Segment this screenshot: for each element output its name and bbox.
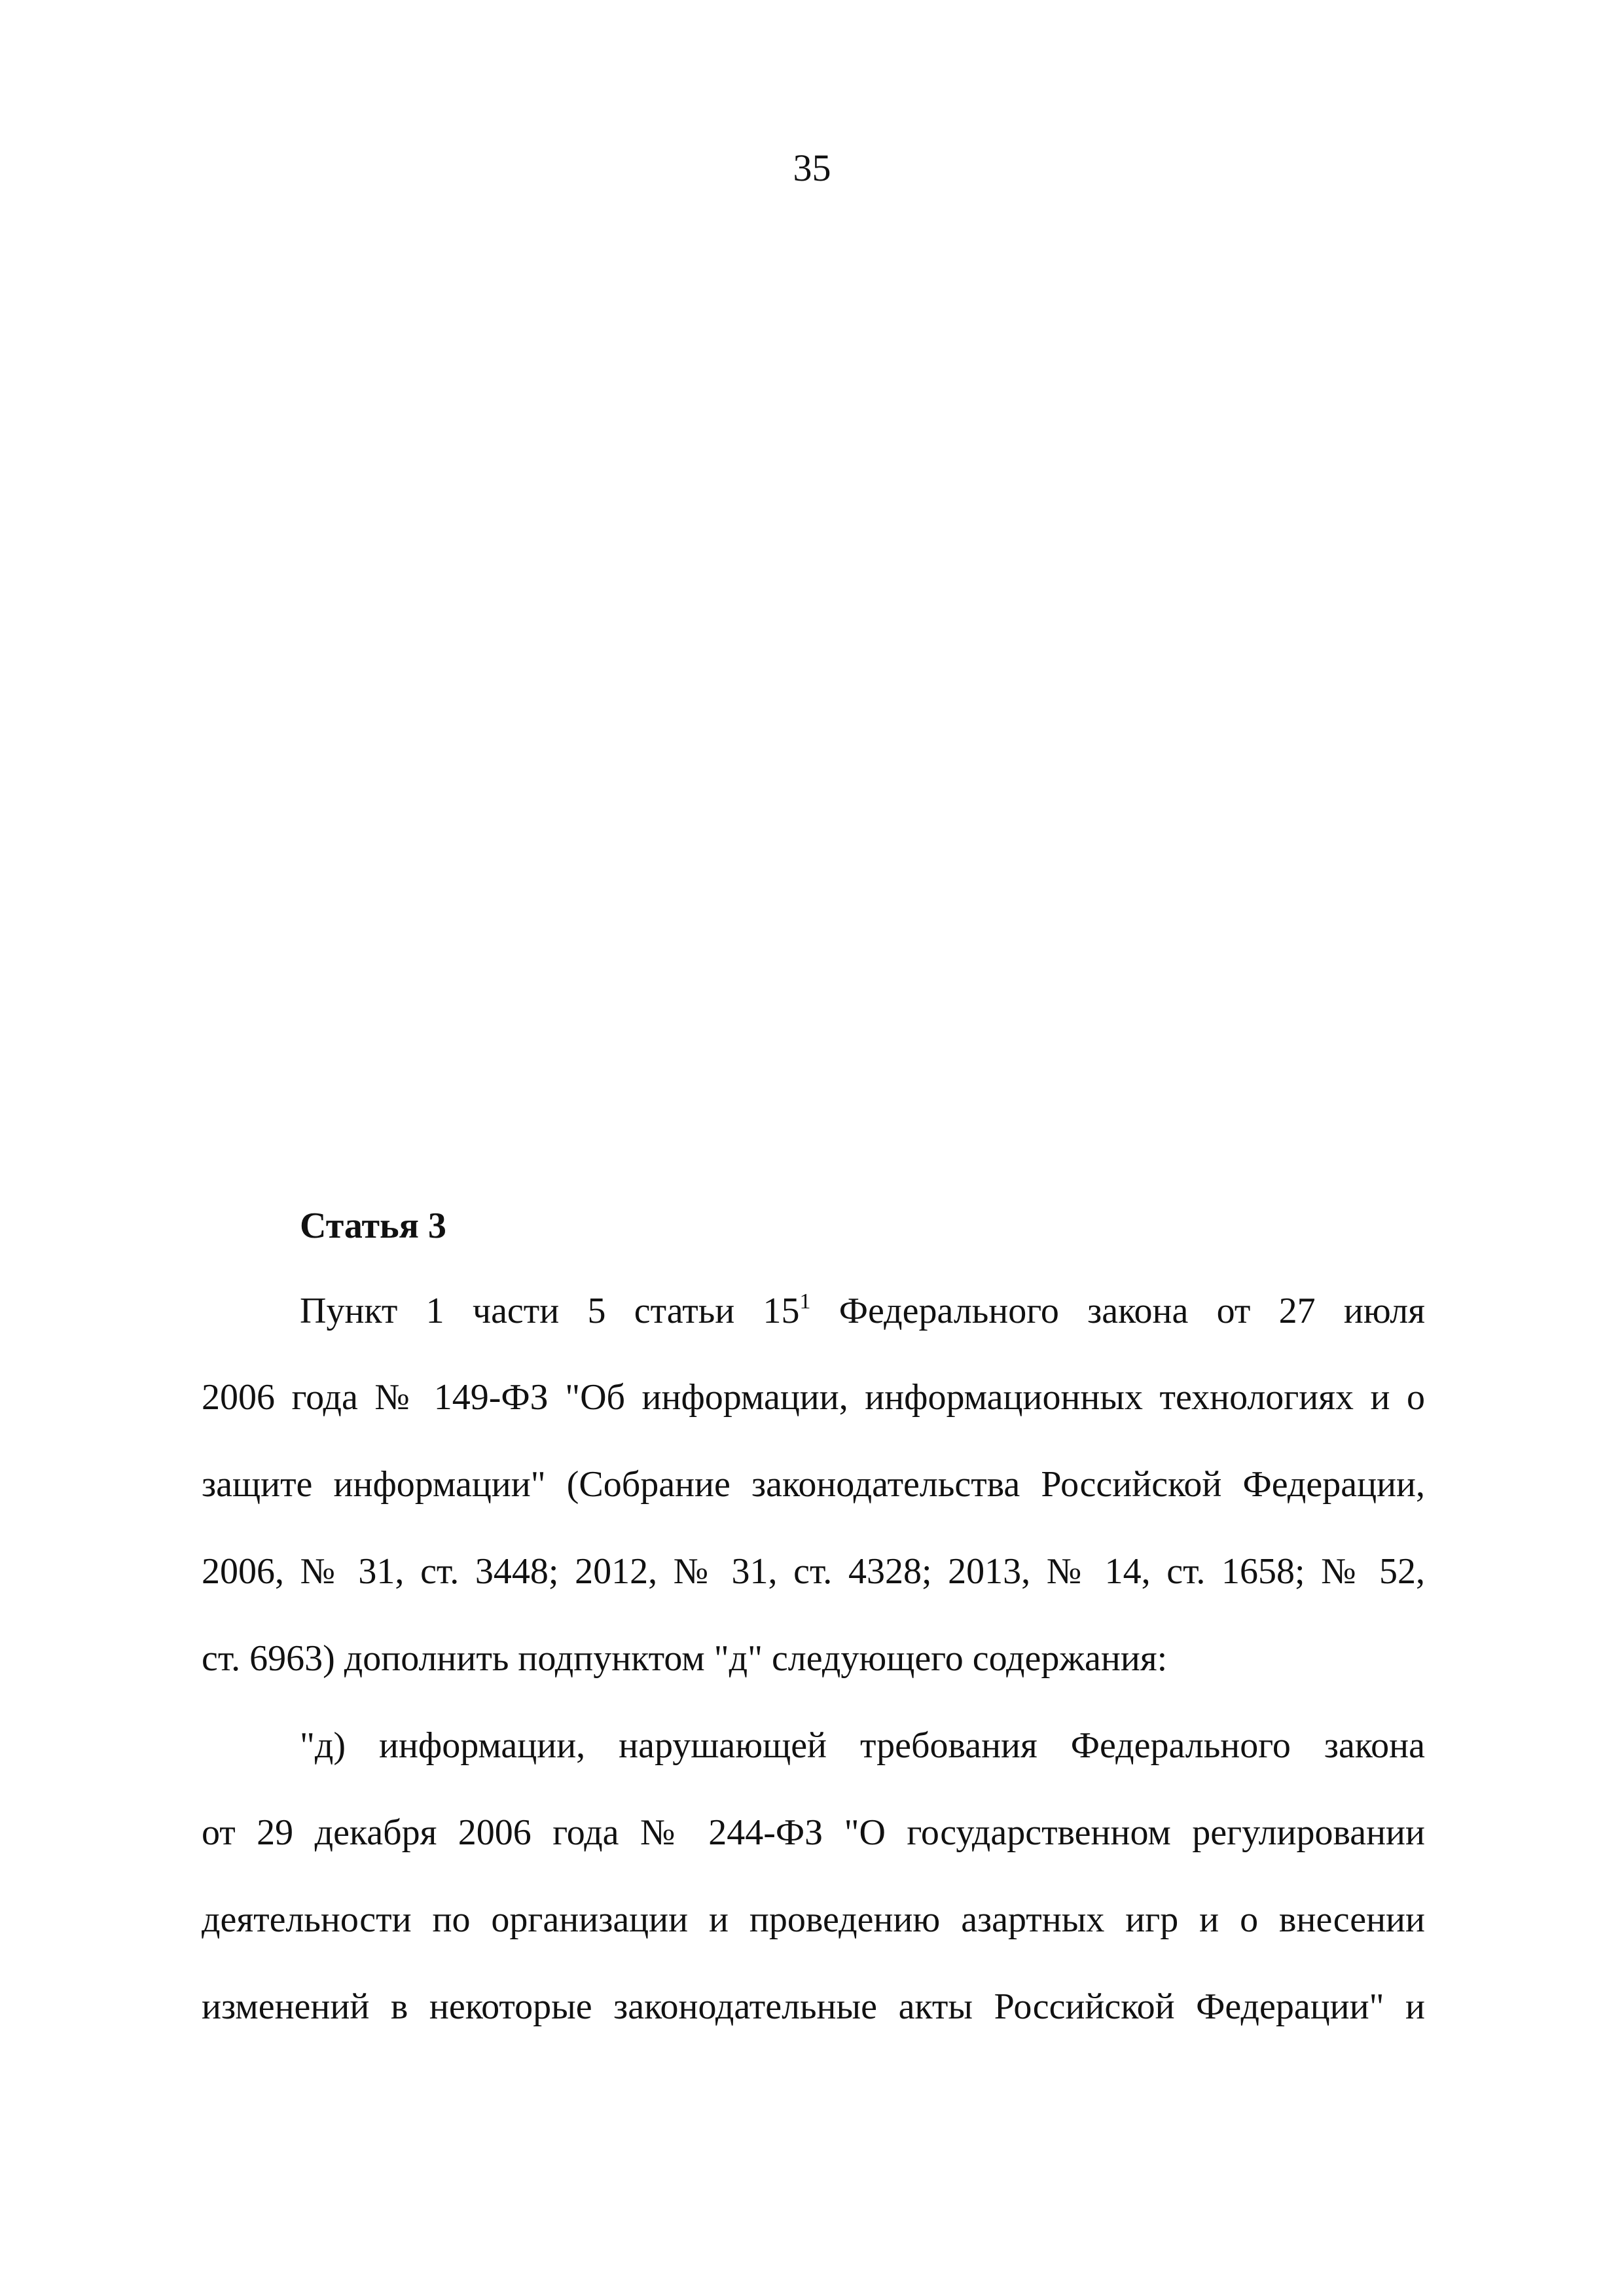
- paragraph-1-line-1-text: Пункт 1 части 5 статьи 15: [300, 1291, 800, 1331]
- paragraph-1-line-1: [300, 1288, 1425, 1334]
- paragraph-1-line-5: ст. 6963) дополнить подпунктом "д" следующего содержания:: [202, 1638, 1168, 1679]
- paragraph-2-line-1: "д) информации, нарушающей требования Федерального закона: [300, 1725, 1425, 1766]
- superscript: 1: [799, 1289, 811, 1314]
- paragraph-1-line-1-rest: Федерального закона от 27 июля: [810, 1291, 1425, 1331]
- paragraph-1-line-2: 2006 года № 149-ФЗ "Об информации, информационных технологиях и о: [202, 1377, 1425, 1418]
- paragraph-1-line-4: 2006, № 31, ст. 3448; 2012, № 31, ст. 4328; 2013, № 14, ст. 1658; № 52,: [202, 1551, 1425, 1592]
- paragraph-1-line-3: защите информации" (Собрание законодательства Российской Федерации,: [202, 1464, 1425, 1505]
- paragraph-2-line-2: от 29 декабря 2006 года № 244-ФЗ "О государственном регулировании: [202, 1812, 1425, 1853]
- article-heading: Статья 3: [300, 1206, 446, 1246]
- paragraph-2-line-4: изменений в некоторые законодательные акты Российской Федерации" и: [202, 1986, 1425, 2027]
- paragraph-2-line-3: деятельности по организации и проведению азартных игр и о внесении: [202, 1899, 1425, 1940]
- page-number: 35: [793, 147, 831, 189]
